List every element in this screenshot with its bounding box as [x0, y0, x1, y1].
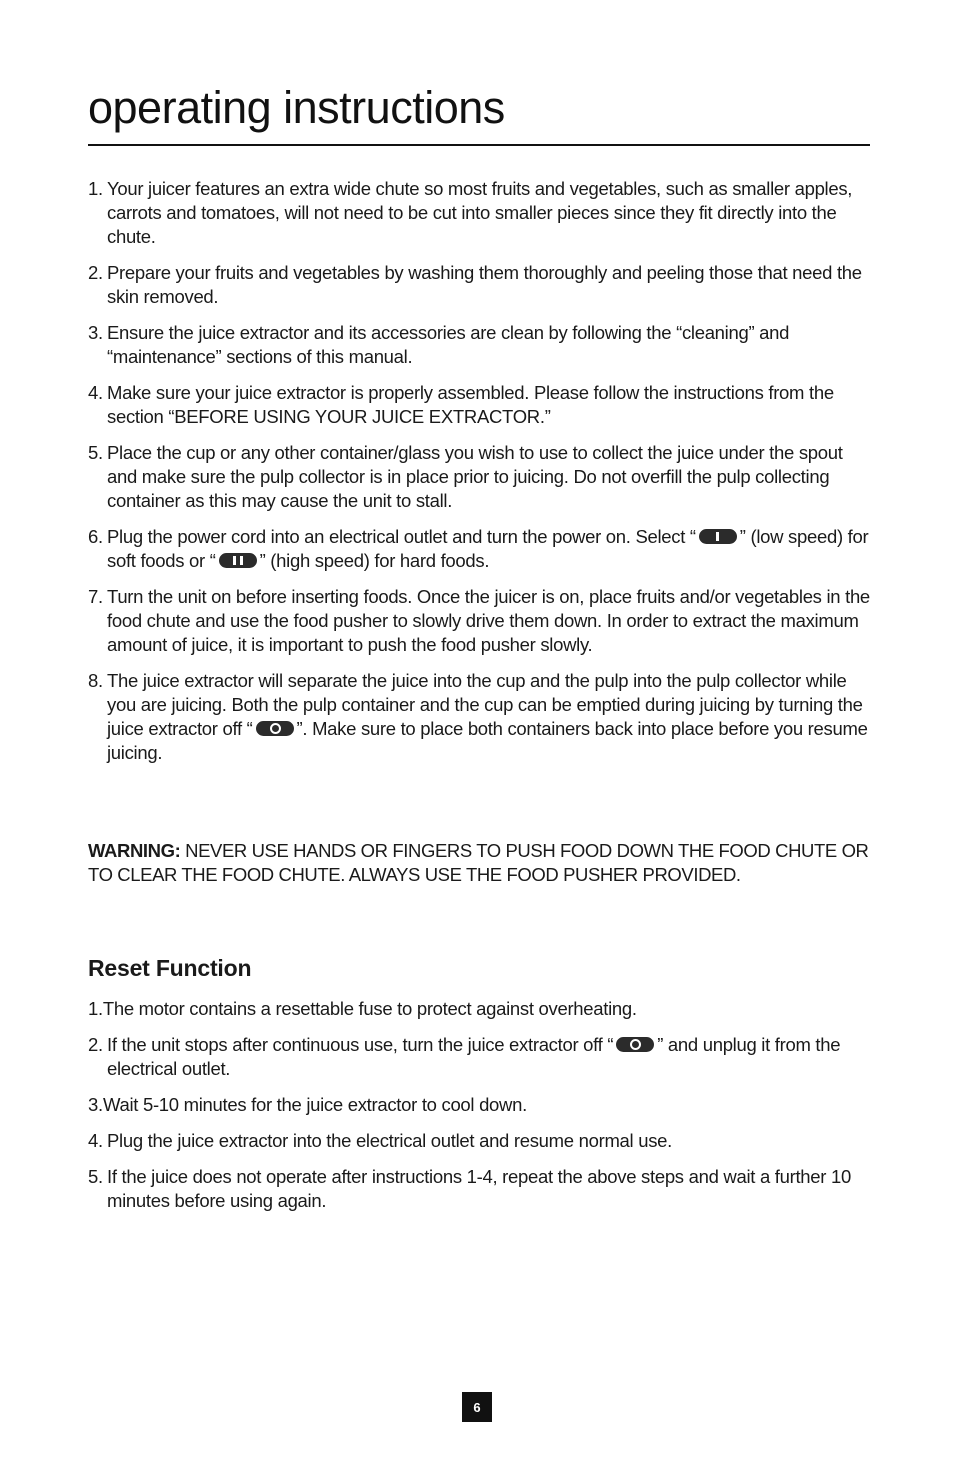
low-speed-button-icon: [699, 529, 737, 544]
warning-text: NEVER USE HANDS OR FINGERS TO PUSH FOOD DOWN THE FOOD CHUTE OR TO CLEAR THE FOOD CHUTE. ALWAYS USE THE FOOD PUSHER PROVIDED.: [88, 840, 869, 885]
list-item: [88, 441, 870, 513]
step-number: 1.: [88, 178, 103, 199]
step-text-part: The juice extractor will separate the juice into the cup and the pulp into the pulp collector while you are juicing. Both the pulp container and the cup can be emptied during juicing by turning the juice extractor off “: [107, 670, 863, 739]
step-text-part: ”. Make sure to place both containers back into place before you resume juicing.: [107, 718, 868, 763]
step-number: 2.: [88, 262, 103, 283]
step-text-part: ” (high speed) for hard foods.: [259, 550, 490, 571]
step-text: [107, 669, 870, 765]
warning-label: WARNING:: [88, 840, 181, 861]
step-text: Your juicer features an extra wide chute so most fruits and vegetables, such as smaller apples, carrots and tomatoes, will not need to be cut into smaller pieces since they fit directly into the chute.: [107, 178, 853, 247]
step-text: Plug the juice extractor into the electrical outlet and resume normal use.: [107, 1130, 672, 1151]
step-text-part: Plug the power cord into an electrical outlet and turn the power on. Select “: [107, 526, 696, 547]
list-item: [88, 1129, 870, 1153]
step-text-part: If the unit stops after continuous use, turn the juice extractor off “: [107, 1034, 614, 1055]
list-item: [88, 1093, 870, 1117]
list-item: [88, 261, 870, 309]
operating-steps-list: [88, 177, 870, 777]
step-number: 4.: [88, 1130, 103, 1151]
step-number: 1.: [88, 998, 103, 1019]
step-number: 5.: [88, 1166, 103, 1187]
title-divider: [88, 144, 870, 146]
page-number: 6: [462, 1392, 492, 1422]
step-text: If the juice does not operate after instructions 1-4, repeat the above steps and wait a further 10 minutes before using again.: [107, 1166, 851, 1211]
high-speed-button-icon: [219, 553, 257, 568]
step-number: 2.: [88, 1034, 103, 1055]
list-item: [88, 321, 870, 369]
step-number: 6.: [88, 526, 103, 547]
list-item: [88, 177, 870, 249]
reset-function-heading: Reset Function: [88, 955, 252, 981]
step-text: The motor contains a resettable fuse to protect against overheating.: [102, 998, 637, 1019]
step-number: 5.: [88, 442, 103, 463]
step-text: [107, 525, 870, 573]
step-text: Place the cup or any other container/glass you wish to use to collect the juice under the spout and make sure the pulp collector is in place prior to juicing. Do not overfill the pulp collecting container as this may cause the unit to stall.: [107, 442, 843, 511]
list-item: [88, 1033, 870, 1081]
off-button-icon: [616, 1037, 654, 1052]
list-item: [88, 525, 870, 573]
step-text: Turn the unit on before inserting foods. Once the juicer is on, place fruits and/or vegetables in the food chute and use the food pusher to slowly drive them down. In order to extract the maximum amount of juice, it is important to push the food pusher slowly.: [107, 586, 870, 655]
list-item: [88, 585, 870, 657]
list-item: [88, 997, 870, 1021]
step-number: 3.: [88, 322, 103, 343]
step-text: Ensure the juice extractor and its accessories are clean by following the “cleaning” and “maintenance” sections of this manual.: [107, 322, 790, 367]
step-text: [107, 1033, 870, 1081]
step-number: 3.: [88, 1094, 103, 1115]
step-text-part: ” (low speed) for soft foods or “: [107, 526, 869, 571]
list-item: [88, 381, 870, 429]
step-text: Make sure your juice extractor is properly assembled. Please follow the instructions from the section “BEFORE USING YOUR JUICE EXTRACTOR.”: [107, 382, 834, 427]
page-title: operating instructions: [88, 82, 505, 133]
step-text: Wait 5-10 minutes for the juice extractor to cool down.: [103, 1094, 527, 1115]
step-text: Prepare your fruits and vegetables by washing them thoroughly and peeling those that need the skin removed.: [107, 262, 862, 307]
step-text-part: ” and unplug it from the electrical outlet.: [107, 1034, 841, 1079]
warning-notice: [88, 839, 870, 887]
off-button-icon: [256, 721, 294, 736]
reset-steps-list: [88, 997, 870, 1225]
step-number: 8.: [88, 670, 103, 691]
list-item: [88, 1165, 870, 1213]
step-number: 4.: [88, 382, 103, 403]
list-item: [88, 669, 870, 765]
step-number: 7.: [88, 586, 103, 607]
